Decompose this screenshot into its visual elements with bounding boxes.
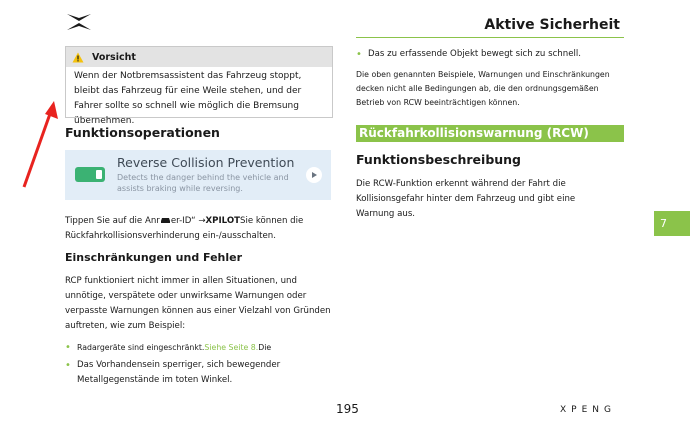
play-icon[interactable] xyxy=(306,167,322,183)
banner-description: Detects the danger behind the vehicle and assists braking while reversing. xyxy=(117,173,289,193)
header-divider xyxy=(356,37,624,38)
rcw-heading: Rückfahrkollisionswarnung (RCW) xyxy=(356,125,624,142)
car-icon xyxy=(160,216,171,224)
banner-title: Reverse Collision Prevention xyxy=(117,155,295,170)
bullet-dot: • xyxy=(65,360,71,371)
chapter-tab: 7 xyxy=(654,211,690,236)
tap-instruction xyxy=(65,214,335,244)
xpeng-logo-icon xyxy=(66,12,92,32)
note-text: Die oben genannten Beispiele, Warnungen und Einschränkungen decken nicht alle Bedingungen ab, die den ordnungsgemäßen Betrieb von RCW beeinträchtigen können. xyxy=(356,70,610,107)
bullet-text: Radargeräte sind eingeschränkt. xyxy=(77,343,205,352)
bullet-text: Das zu erfassende Objekt bewegt sich zu schnell. xyxy=(368,49,581,59)
page-header-title: Aktive Sicherheit xyxy=(484,17,620,33)
bullet-dot: • xyxy=(356,49,362,60)
tap-instruction-suffix: Sie können die Rückfahrkollisionsverhinderung ein-/ausschalten. xyxy=(65,216,304,241)
list-item xyxy=(65,358,285,388)
limits-heading: Einschränkungen und Fehler xyxy=(65,251,243,264)
warning-icon xyxy=(72,52,84,63)
tap-instruction-mid: er-ID“ → xyxy=(170,216,206,226)
list-item xyxy=(65,340,335,355)
caution-title: Vorsicht xyxy=(92,51,136,63)
limits-text: RCP funktioniert nicht immer in allen Situationen, und unnötige, verspätete oder unwirksame Warnungen oder verpasste Warnungen können aus einer Vielzahl von Gründen auftreten, wie zum Beispiel: xyxy=(65,276,331,331)
description-text: Die RCW-Funktion erkennt während der Fahrt die Kollisionsgefahr hinter dem Fahrzeug und gibt eine Warnung aus. xyxy=(356,179,576,219)
rcp-toggle[interactable] xyxy=(75,167,105,182)
bullet-text: Das Vorhandensein sperriger, sich bewegender Metallgegenstände im toten Winkel. xyxy=(77,360,281,385)
arrow-annotation-icon xyxy=(18,95,68,195)
list-item xyxy=(356,47,626,62)
description-heading: Funktionsbeschreibung xyxy=(356,152,522,167)
caution-text: Wenn der Notbremsassistent das Fahrzeug stoppt, bleibt das Fahrzeug für eine Weile stehen, und der Fahrer sollte so schnell wie möglich die Bremsung übernehmen. xyxy=(74,71,302,126)
caution-header xyxy=(66,47,332,67)
xpilot-label: XPILOT xyxy=(205,216,240,226)
page-number: 195 xyxy=(336,402,359,416)
page-link[interactable]: Siehe Seite 8. xyxy=(204,343,259,352)
bullet-dot: • xyxy=(65,342,71,353)
caution-box xyxy=(65,46,333,126)
bullet-text-after: Die xyxy=(258,343,272,352)
brand-logo: XPENG xyxy=(560,405,616,415)
rcp-setting-banner xyxy=(65,150,331,200)
functions-heading: Funktionsoperationen xyxy=(65,125,220,140)
tap-instruction-prefix: Tippen Sie auf die Anr xyxy=(65,216,160,226)
